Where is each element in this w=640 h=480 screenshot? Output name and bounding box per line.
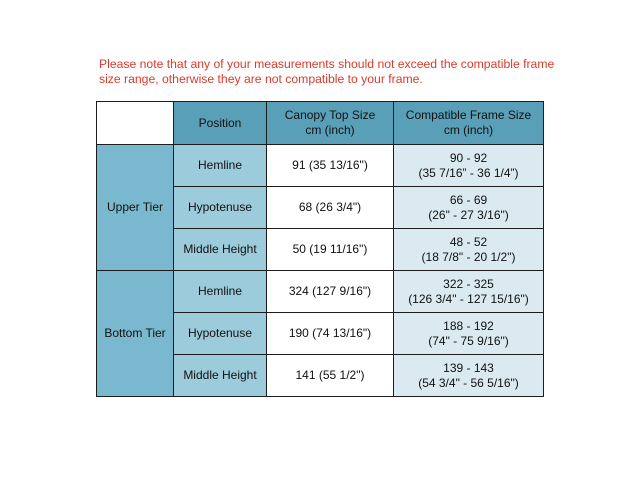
position-cell: Hypotenuse <box>174 313 267 355</box>
frame-range-cm: 188 - 192 <box>443 318 494 333</box>
frame-size-cell <box>394 271 544 313</box>
table-row <box>97 145 544 187</box>
canopy-size-cell: 91 (35 13/16") <box>267 145 394 187</box>
size-table <box>96 101 544 397</box>
canopy-size-cell: 141 (55 1/2") <box>267 355 394 397</box>
frame-size-cell <box>394 355 544 397</box>
frame-range-cm: 139 - 143 <box>443 360 494 375</box>
frame-range-cm: 322 - 325 <box>443 276 494 291</box>
position-cell: Hemline <box>174 145 267 187</box>
position-cell: Hemline <box>174 271 267 313</box>
note-line-1: Please note that any of your measurements should not exceed the compatible frame <box>99 57 555 71</box>
header-canopy-size <box>267 102 394 145</box>
header-canopy-title: Canopy Top Size <box>284 108 376 122</box>
canopy-size-cell: 50 (19 11/16") <box>267 229 394 271</box>
frame-range-inch: (74" - 75 9/16") <box>428 333 509 348</box>
position-cell: Hypotenuse <box>174 187 267 229</box>
frame-size-cell <box>394 229 544 271</box>
header-row <box>97 102 544 145</box>
canopy-size-cell: 324 (127 9/16") <box>267 271 394 313</box>
tier-label-bottom: Bottom Tier <box>97 271 174 397</box>
header-canopy-unit: cm (inch) <box>305 123 355 137</box>
header-blank-cell <box>97 102 174 145</box>
note-line-2: size range, otherwise they are not compatible to your frame. <box>99 72 423 86</box>
frame-range-inch: (126 3/4" - 127 15/16") <box>408 291 529 306</box>
tier-label-upper: Upper Tier <box>97 145 174 271</box>
position-cell: Middle Height <box>174 229 267 271</box>
frame-range-inch: (35 7/16” - 36 1/4”) <box>418 165 519 180</box>
frame-range-cm: 90 - 92 <box>449 150 488 165</box>
frame-range-cm: 66 - 69 <box>449 192 488 207</box>
frame-size-cell <box>394 313 544 355</box>
frame-range-inch: (54 3/4" - 56 5/16") <box>418 375 519 390</box>
canopy-size-cell: 68 (26 3/4") <box>267 187 394 229</box>
header-frame-title: Compatible Frame Size <box>405 108 532 122</box>
header-frame-unit: cm (inch) <box>443 123 494 137</box>
frame-range-inch: (26" - 27 3/16") <box>428 207 509 222</box>
frame-range-cm: 48 - 52 <box>449 234 488 249</box>
canopy-size-cell: 190 (74 13/16") <box>267 313 394 355</box>
compatibility-note <box>99 57 559 87</box>
header-frame-size <box>394 102 544 145</box>
table-row <box>97 271 544 313</box>
position-cell: Middle Height <box>174 355 267 397</box>
frame-range-inch: (18 7/8" - 20 1/2") <box>421 249 516 264</box>
frame-size-cell <box>394 145 544 187</box>
header-position: Position <box>174 102 267 145</box>
frame-size-cell <box>394 187 544 229</box>
